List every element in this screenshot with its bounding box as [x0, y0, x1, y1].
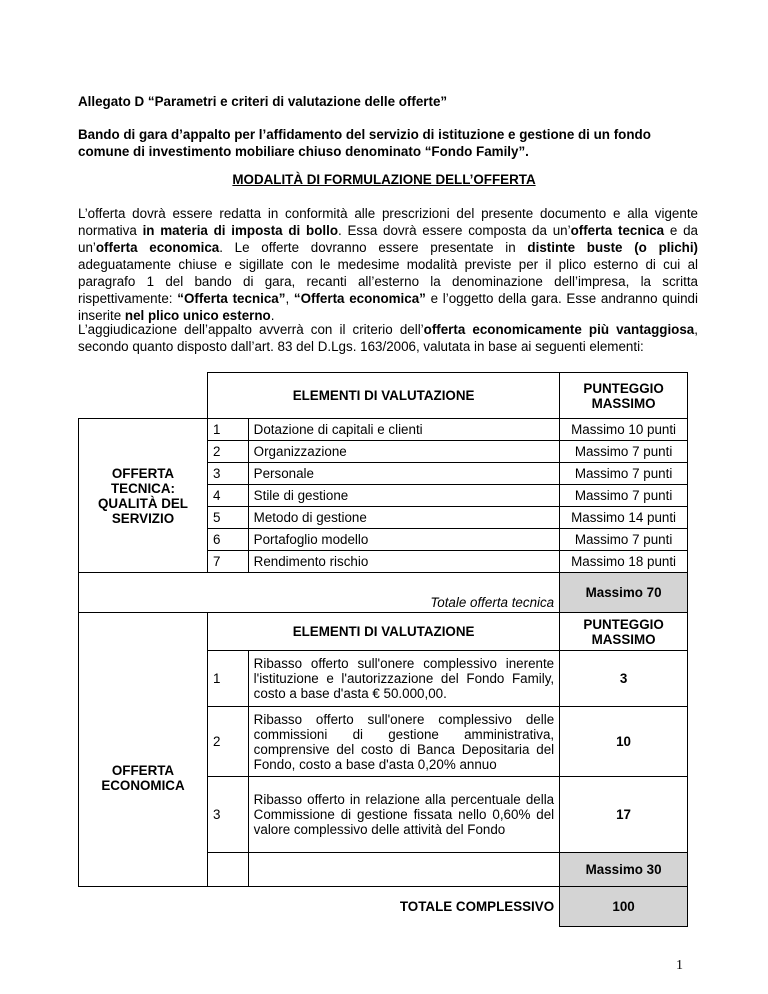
row-points: 10	[560, 707, 688, 777]
row-number: 5	[208, 507, 249, 529]
text-run: adeguatamente chiuse e sigillate con le medesime modalità previste per il plico esterno di cui al paragrafo 1 del bando di gara, recanti all’esterno la denominazione dell’impresa, la scritta rispettivamente:	[78, 257, 698, 306]
row-number: 4	[208, 485, 249, 507]
bold-run: nel plico unico esterno	[124, 308, 271, 323]
empty-cell	[79, 373, 208, 419]
text-run: , secondo quanto disposto dall’art. 83 del D.Lgs. 163/2006, valutata in base ai seguenti elementi:	[78, 322, 698, 354]
tecnica-label: OFFERTA TECNICA: QUALITÀ DEL SERVIZIO	[79, 419, 208, 573]
row-number: 1	[208, 651, 249, 707]
empty-cell	[208, 853, 249, 887]
row-points: Massimo 7 punti	[560, 441, 688, 463]
header-elements: ELEMENTI DI VALUTAZIONE	[208, 613, 560, 651]
award-paragraph	[78, 321, 698, 355]
header-points: PUNTEGGIO MASSIMO	[560, 613, 688, 651]
header-points: PUNTEGGIO MASSIMO	[560, 373, 688, 419]
totale-complessivo-value: 100	[560, 887, 688, 927]
text-run: L’aggiudicazione dell’appalto avverrà con il criterio dell’	[78, 322, 424, 337]
bold-run: “Offerta economica”	[293, 291, 426, 306]
text-run: . Essa dovrà essere composta da un’	[338, 223, 571, 238]
header-elements: ELEMENTI DI VALUTAZIONE	[208, 373, 560, 419]
row-number: 2	[208, 441, 249, 463]
row-points: Massimo 7 punti	[560, 463, 688, 485]
row-description: Personale	[248, 463, 559, 485]
bold-run: offerta economica	[95, 240, 220, 255]
evaluation-table	[78, 372, 688, 927]
text-run: ,	[285, 291, 294, 306]
tender-title: Bando di gara d’appalto per l’affidamento del servizio di istituzione e gestione di un fondo comune di investimento mobiliare chiuso denominato “Fondo Family”.	[78, 127, 651, 159]
row-number: 6	[208, 529, 249, 551]
row-number: 2	[208, 707, 249, 777]
row-description: Stile di gestione	[248, 485, 559, 507]
totale-tecnica-label: Totale offerta tecnica	[79, 573, 560, 613]
row-description: Dotazione di capitali e clienti	[248, 419, 559, 441]
row-description: Metodo di gestione	[248, 507, 559, 529]
row-number: 1	[208, 419, 249, 441]
text-run: L’offerta dovrà essere redatta in conformità alle prescrizioni del presente documento e alla vigente normativa	[78, 206, 698, 238]
row-description: Portafoglio modello	[248, 529, 559, 551]
row-description: Rendimento rischio	[248, 551, 559, 573]
text-run: e l’oggetto della gara. Esse andranno quindi inserite	[78, 291, 698, 323]
row-points: Massimo 14 punti	[560, 507, 688, 529]
text-run: .	[270, 308, 275, 323]
empty-cell	[248, 853, 559, 887]
page-number: 1	[676, 958, 683, 973]
economica-label: OFFERTA ECONOMICA	[79, 613, 208, 887]
table-header-row	[79, 373, 688, 419]
section-title: MODALITÀ DI FORMULAZIONE DELL’OFFERTA	[232, 172, 536, 187]
text-run: . Le offerte dovranno essere presentate in	[219, 240, 528, 255]
row-points: Massimo 7 punti	[560, 485, 688, 507]
row-points: 17	[560, 777, 688, 853]
row-points: Massimo 7 punti	[560, 529, 688, 551]
text-run: e da un’	[78, 223, 698, 255]
totale-economica-value: Massimo 30	[560, 853, 688, 887]
row-description: Ribasso offerto sull'onere complessivo inerente l'istituzione e l'autorizzazione del Fondo Family, costo a base d'asta € 50.000,00.	[248, 651, 559, 707]
row-description: Organizzazione	[248, 441, 559, 463]
document-heading: Allegato D “Parametri e criteri di valutazione delle offerte”	[78, 94, 448, 109]
subtotal-row	[79, 573, 688, 613]
intro-paragraph	[78, 205, 698, 324]
bold-run: offerta tecnica	[570, 223, 665, 238]
row-number: 3	[208, 463, 249, 485]
table-row	[79, 419, 688, 441]
bold-run: distinte buste (o plichi)	[527, 240, 699, 255]
bold-run: in materia di imposta di bollo	[142, 223, 339, 238]
row-points: 3	[560, 651, 688, 707]
totale-tecnica-value: Massimo 70	[560, 573, 688, 613]
row-description: Ribasso offerto in relazione alla percentuale della Commissione di gestione fissata nello 0,60% del valore complessivo delle attività del Fondo	[248, 777, 559, 853]
totale-complessivo-label: TOTALE COMPLESSIVO	[399, 899, 555, 915]
total-row	[79, 887, 688, 927]
row-points: Massimo 18 punti	[560, 551, 688, 573]
row-description: Ribasso offerto sull'onere complessivo delle commissioni di gestione amministrativa, comprensive del costo di Banca Depositaria del Fondo, costo a base d'asta 0,20% annuo	[248, 707, 559, 777]
row-number: 3	[208, 777, 249, 853]
row-points: Massimo 10 punti	[560, 419, 688, 441]
row-number: 7	[208, 551, 249, 573]
bold-run: “Offerta tecnica”	[177, 291, 286, 306]
bold-run: offerta economicamente più vantaggiosa	[423, 322, 695, 337]
table-header-row	[79, 613, 688, 651]
